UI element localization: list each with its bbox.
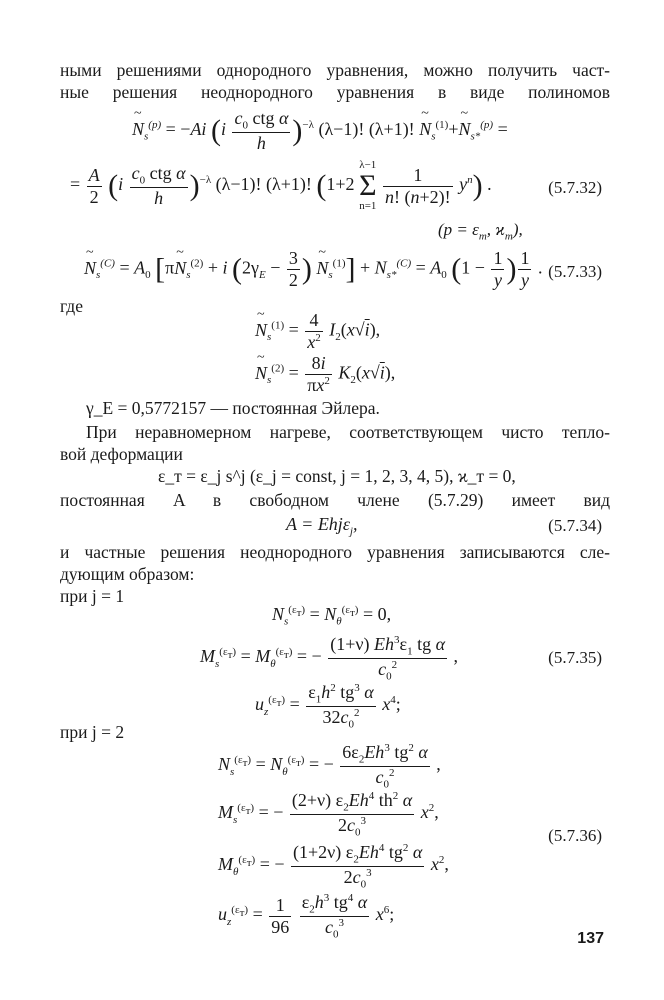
- text-line: при j = 1: [60, 586, 125, 606]
- text-line: γ_E = 0,5772157 — постоянная Эйлера.: [86, 398, 380, 418]
- page-number: 137: [577, 930, 604, 947]
- text-line: дующим образом:: [60, 564, 195, 584]
- text-line: и частные решения неоднородного уравнения записываются сле-: [60, 542, 610, 562]
- equation-5-7-33: ~ $N_s^{(C)} = A_0$ [π~ $N_s^{(2)} + i$ ($2\gamma_E$ − $\frac{3}{2}$ ) ~ $N_s^{(1)}] + N_{s*}^{(C)} = A_0$ (1 − $\frac{1}{y}$ ) $\frac{1}{y}$ .: [84, 248, 542, 291]
- equation-5-7-32-condition: ($p = \varepsilon_т$, $ϰ_т$),: [438, 220, 523, 243]
- equation-5-7-36b: $M_s^{(\varepsilon_т)}$ = − $\frac{(2+\nu) \varepsilon_2Eh^4 th^2 \alpha}{2c_0^3}$ $x^2$,: [218, 790, 439, 839]
- text-line: где: [60, 296, 83, 316]
- equation-5-7-35a: $N_s^{(\varepsilon_т)} = N_\theta^{(\varepsilon_т)} = 0$,: [272, 604, 392, 628]
- equation-eps: ε_т = ε_j s^j (ε_j = const, j = 1, 2, 3, 4, 5), ϰ_т = 0,: [158, 466, 516, 486]
- equation-number: (5.7.35): [548, 648, 602, 667]
- equation-5-7-36d: $u_z^{(\varepsilon_т)}$ = $\frac{1}{96}$ $\frac{\varepsilon_2h^3 tg^4 \alpha}{c_0^3}$ $x^6$;: [218, 892, 395, 941]
- equation-5-7-35b: $M_s^{(\varepsilon_т)} = M_\theta^{(\varepsilon_т)}$ = − $\frac{(1+\nu) Eh^3\varepsilon_1 tg \alpha}{c_0^2}$ ,: [200, 634, 459, 683]
- equation-5-7-36a: $N_s^{(\varepsilon_т)} = N_\theta^{(\varepsilon_т)}$ = − $\frac{6\varepsilon_2Eh^3 tg^2 \alpha}{c_0^2}$ ,: [218, 742, 441, 791]
- equation-number: (5.7.33): [548, 262, 602, 281]
- equation-number: (5.7.32): [548, 178, 602, 197]
- text-line: постоянная A в свободном члене (5.7.29) имеет вид: [60, 490, 610, 510]
- equation-n1: ~ $N_s^{(1)}$ = $\frac{4}{x^2}$ $I_2(x√i)$,: [255, 310, 380, 353]
- text-line: при j = 2: [60, 722, 125, 742]
- equation-5-7-35c: $u_z^{(\varepsilon_т)}$ = $\frac{\varepsilon_1h^2 tg^3 \alpha}{32c_0^2}$ $x^4$;: [255, 682, 401, 731]
- text-line: ными решениями однородного уравнения, можно получить част-: [60, 60, 610, 80]
- equation-5-7-36c: $M_\theta^{(\varepsilon_т)}$ = − $\frac{(1+2\nu) \varepsilon_2Eh^4 tg^2 \alpha}{2c_0^3}$ $x^2$,: [218, 842, 449, 891]
- equation-number: (5.7.34): [548, 516, 602, 535]
- equation-number: (5.7.36): [548, 826, 602, 845]
- text-line: ные решения неоднородного уравнения в виде полиномов: [60, 82, 610, 102]
- equation-n2: ~ $N_s^{(2)}$ = $\frac{8i}{\pi x^2}$ $K_2(x√i)$,: [255, 353, 395, 396]
- text-line: При неравномерном нагреве, соответствующем чисто тепло-: [86, 422, 610, 442]
- text-line: вой деформации: [60, 444, 183, 464]
- equation-5-7-32-line2: = $\frac{A}{2}$ (i $\frac{c_0 ctg \alpha}{h}$ )$^{-\lambda}$ (λ−1)! (λ+1)! (1+2 λ−1 Σ n=1 $\frac{1}{n! (n+2)!}$ $y^n$) .: [70, 159, 492, 212]
- equation-5-7-34: A = Ehjε$_j$,: [286, 514, 358, 538]
- equation-5-7-32-line1: ~ $N_s^{(p)} = -Ai$ (i $\frac{c_0 ctg \alpha}{h}$ )$^{-\lambda}$ (λ−1)! (λ+1)! ~ $N_s^{(1)}+\sim$ $N_{s*}^{(p)}$ =: [132, 108, 508, 154]
